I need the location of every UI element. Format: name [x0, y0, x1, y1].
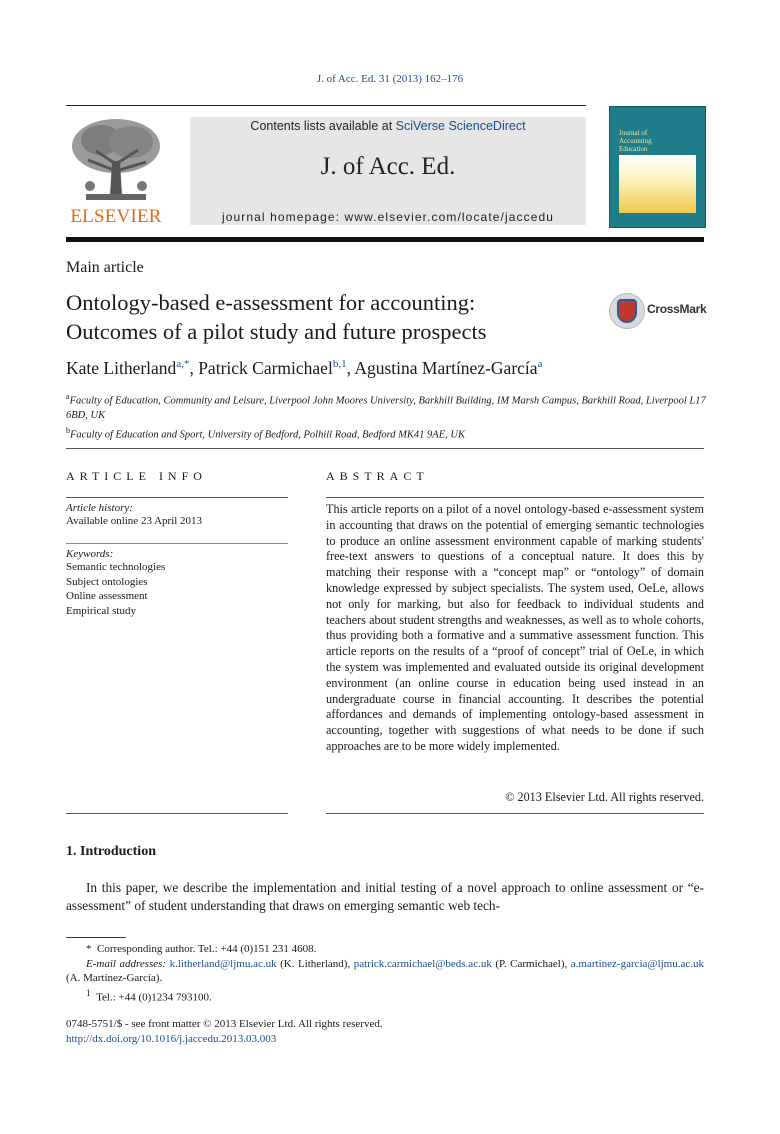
author-list [66, 358, 542, 379]
author-separator: , [346, 358, 355, 378]
author-name: Kate Litherland [66, 358, 177, 378]
article-info-end-rule [66, 813, 288, 814]
title-line-2: Outcomes of a pilot study and future prospects [66, 319, 487, 344]
affiliation-a [66, 390, 706, 424]
history-value: Available online 23 April 2013 [66, 515, 203, 527]
sciencedirect-link[interactable]: SciVerse ScienceDirect [395, 119, 526, 133]
author-separator: , [189, 358, 199, 378]
journal-citation[interactable]: J. of Acc. Ed. 31 (2013) 162–176 [316, 73, 464, 85]
abstract-end-rule [326, 813, 704, 814]
affiliations [66, 390, 706, 443]
author-affil-mark[interactable]: a,* [176, 358, 190, 371]
footnote-text: Corresponding author. Tel.: +44 (0)151 231 4608. [97, 943, 317, 955]
footnote-rule [66, 937, 126, 938]
article-title [66, 288, 606, 346]
email-owner: (K. Litherland), [276, 957, 354, 970]
masthead-rule [66, 237, 704, 242]
email-owner: (A. Martínez-García). [66, 972, 163, 984]
email-link[interactable]: a.martinez-garcia@ljmu.ac.uk [570, 957, 704, 970]
journal-masthead [190, 117, 586, 225]
article-info-heading: ARTICLE INFO [66, 469, 207, 483]
elsevier-logo[interactable] [66, 116, 166, 226]
footnote-text: Tel.: +44 (0)1234 793100. [96, 991, 212, 1004]
footnote-mark: * [86, 943, 92, 955]
crossmark-label: CrossMark [647, 302, 707, 316]
keywords-block [66, 548, 288, 618]
affil-mark: b [66, 425, 70, 435]
affil-text: Faculty of Education, Community and Leisure, Liverpool John Moores University, Barkhill Building, IM Marsh Campus, Barkhill Road, Liverpool L17 6BD, UK [66, 395, 706, 421]
bottom-notes [66, 1017, 383, 1047]
doi-link[interactable]: http://dx.doi.org/10.1016/j.jaccedu.2013.03.003 [66, 1033, 277, 1045]
title-line-1: Ontology-based e-assessment for accounting: [66, 290, 476, 315]
author-name: Patrick Carmichael [198, 358, 333, 378]
article-history [66, 502, 288, 529]
history-label: Article history: [66, 502, 133, 514]
journal-homepage[interactable]: journal homepage: www.elsevier.com/locate/jaccedu [221, 210, 555, 224]
abstract-text: This article reports on a pilot of a novel ontology-based e-assessment system in accounting that draws on the potential of emerging semantic technologies to produce an online assessment environment capable of marking students' free-text answers to questions of a conceptual nature. It does this by matching their response with a “concept map” or “ontology” of domain knowledge expressed by subject specialists. The system used, OeLe, allows not only for marking, but also for feedback to individual students and teachers about student strengths and weaknesses, as well as to whole cohorts, thus providing both a formative and a summative assessment function. This article reports on the results of a “proof of concept” trial of OeLe, in which the system was implemented and evaluated outside its original development environment (an online course in education being used instead in an undergraduate course in financial accounting. It describes the potential affordances and demands of implementing ontology-based assessment in accounting, together with suggestions of what needs to be done if such approaches are to be more widely implemented. [326, 502, 704, 753]
crossmark-badge[interactable] [609, 293, 709, 329]
author-affil-mark[interactable]: a [537, 358, 543, 371]
affil-mark: a [66, 392, 70, 401]
footnote-emails [66, 957, 704, 986]
affil-text: Faculty of Education and Sport, University of Bedford, Polhill Road, Bedford MK41 9AE, UK [70, 429, 465, 440]
email-link[interactable]: patrick.carmichael@beds.ac.uk [353, 957, 492, 970]
author-affil-mark[interactable]: b,1 [332, 358, 347, 371]
keyword-item: Subject ontologies [66, 575, 148, 588]
cover-title: Journal of Accounting Education [619, 129, 652, 153]
header-rule [66, 105, 586, 106]
footnote-tel [66, 986, 704, 1005]
article-info-rule [66, 497, 288, 498]
keyword-item: Empirical study [66, 604, 136, 617]
author-name: Agustina Martínez-García [354, 358, 538, 378]
journal-title: J. of Acc. Ed. [320, 153, 456, 180]
elsevier-wordmark: ELSEVIER [70, 206, 162, 227]
section-heading: 1. Introduction [66, 844, 156, 859]
keywords-rule [66, 543, 288, 544]
info-rule [66, 448, 704, 449]
abstract-heading: ABSTRACT [326, 469, 429, 483]
email-link[interactable]: k.litherland@ljmu.ac.uk [169, 957, 277, 970]
tree-icon [66, 116, 166, 206]
abstract-rule [326, 497, 704, 498]
footnotes [66, 942, 704, 1005]
intro-paragraph: In this paper, we describe the implementation and initial testing of a novel approach to online assessment or “e-assessment” of student understanding that draws on emerging semantic web tech- [66, 880, 704, 913]
email-owner: (P. Carmichael), [491, 957, 571, 970]
issn-line: 0748-5751/$ - see front matter © 2013 Elsevier Ltd. All rights reserved. [66, 1018, 383, 1030]
footnote-mark: 1 [86, 987, 91, 998]
journal-cover[interactable] [609, 106, 706, 228]
abstract-copyright: © 2013 Elsevier Ltd. All rights reserved. [505, 790, 704, 804]
email-label: E-mail addresses: [86, 957, 167, 970]
affiliation-b [66, 424, 706, 443]
footnote-corresponding [66, 942, 704, 957]
contents-line [190, 119, 586, 133]
keyword-item: Online assessment [66, 590, 148, 602]
article-kind: Main article [66, 259, 144, 276]
crossmark-icon [609, 293, 645, 329]
keyword-item: Semantic technologies [66, 561, 166, 573]
contents-prefix: Contents lists available at [250, 119, 396, 133]
keywords-label: Keywords: [66, 548, 114, 560]
cover-image [619, 155, 696, 213]
